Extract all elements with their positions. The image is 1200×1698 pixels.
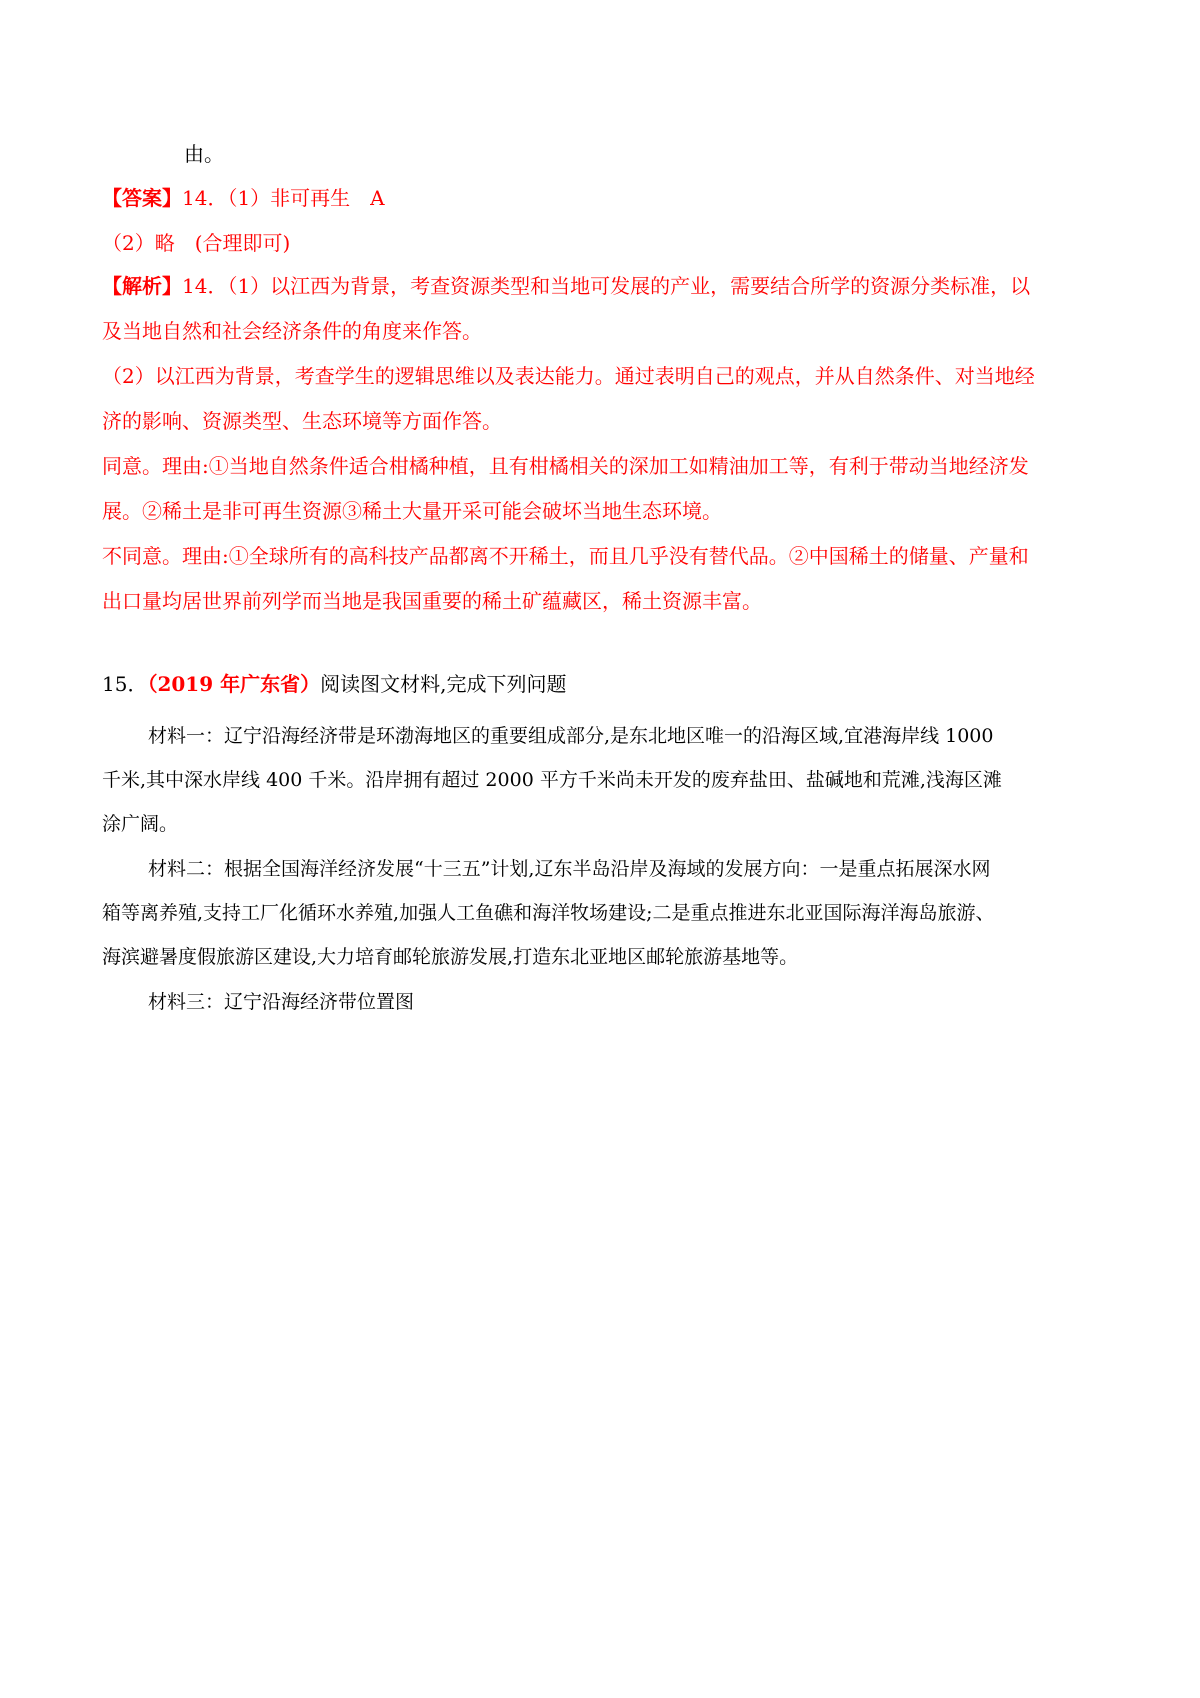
material-2-line-2: 箱等离养殖,支持工厂化循环水养殖,加强人工鱼礁和海洋牧场建设;二是重点推进东北亚国际海洋海岛旅游、 (102, 902, 995, 924)
question-15-number: 15． (102, 672, 148, 696)
material-3-caption: 材料三：辽宁沿海经济带位置图 (148, 991, 415, 1013)
q14-tail-text: 由。 (184, 142, 224, 166)
analysis-line-2: 及当地自然和社会经济条件的角度来作答。 (102, 319, 482, 343)
material-2-line-3: 海滨避暑度假旅游区建设,大力培育邮轮旅游发展,打造东北亚地区邮轮旅游基地等。 (102, 946, 799, 968)
question-15-header (102, 670, 1102, 698)
analysis-line-1 (102, 272, 1102, 300)
material-2-line-1: 材料二：根据全国海洋经济发展“十三五”计划,辽东半岛沿岸及海域的发展方向：一是重点拓展深水网 (148, 858, 991, 880)
answer-text-1: 14．（1）非可再生 A (182, 186, 385, 210)
analysis-line-5: 同意。理由:①当地自然条件适合柑橘种植，且有柑橘相关的深加工如精油加工等，有利于带动当地经济发 (102, 454, 1029, 478)
analysis-line-7: 不同意。理由:①全球所有的高科技产品都离不开稀土，而且几乎没有替代品。②中国稀土的储量、产量和 (102, 544, 1029, 568)
analysis-tag: 【解析】 (102, 274, 182, 298)
material-1-line-2: 千米,其中深水岸线 400 千米。沿岸拥有超过 2000 平方千米尚未开发的废弃盐田、盐碱地和荒滩,浅海区滩 (102, 769, 1002, 791)
question-15-prompt: 阅读图文材料,完成下列问题 (320, 672, 567, 696)
analysis-line-4: 济的影响、资源类型、生态环境等方面作答。 (102, 409, 502, 433)
material-1-line-3: 涂广阔。 (102, 813, 179, 835)
question-15-source: （2019 年广东省） (147, 672, 321, 696)
analysis-text-1: 14．（1）以江西为背景，考查资源类型和当地可发展的产业，需要结合所学的资源分类标准，以 (182, 274, 1031, 298)
answer-tag: 【答案】 (102, 186, 182, 210)
material-1-line-1: 材料一：辽宁沿海经济带是环渤海地区的重要组成部分,是东北地区唯一的沿海区域,宜港海岸线 1000 (148, 725, 994, 747)
analysis-line-8: 出口量均居世界前列学而当地是我国重要的稀土矿蕴藏区，稀土资源丰富。 (102, 589, 762, 613)
answer-line-2: （2）略 (合理即可) (102, 231, 291, 255)
answer-line-1 (102, 184, 1102, 212)
analysis-line-3: （2）以江西为背景，考查学生的逻辑思维以及表达能力。通过表明自己的观点，并从自然条件、对当地经 (102, 364, 1035, 388)
analysis-line-6: 展。②稀土是非可再生资源③稀土大量开采可能会破坏当地生态环境。 (102, 499, 722, 523)
